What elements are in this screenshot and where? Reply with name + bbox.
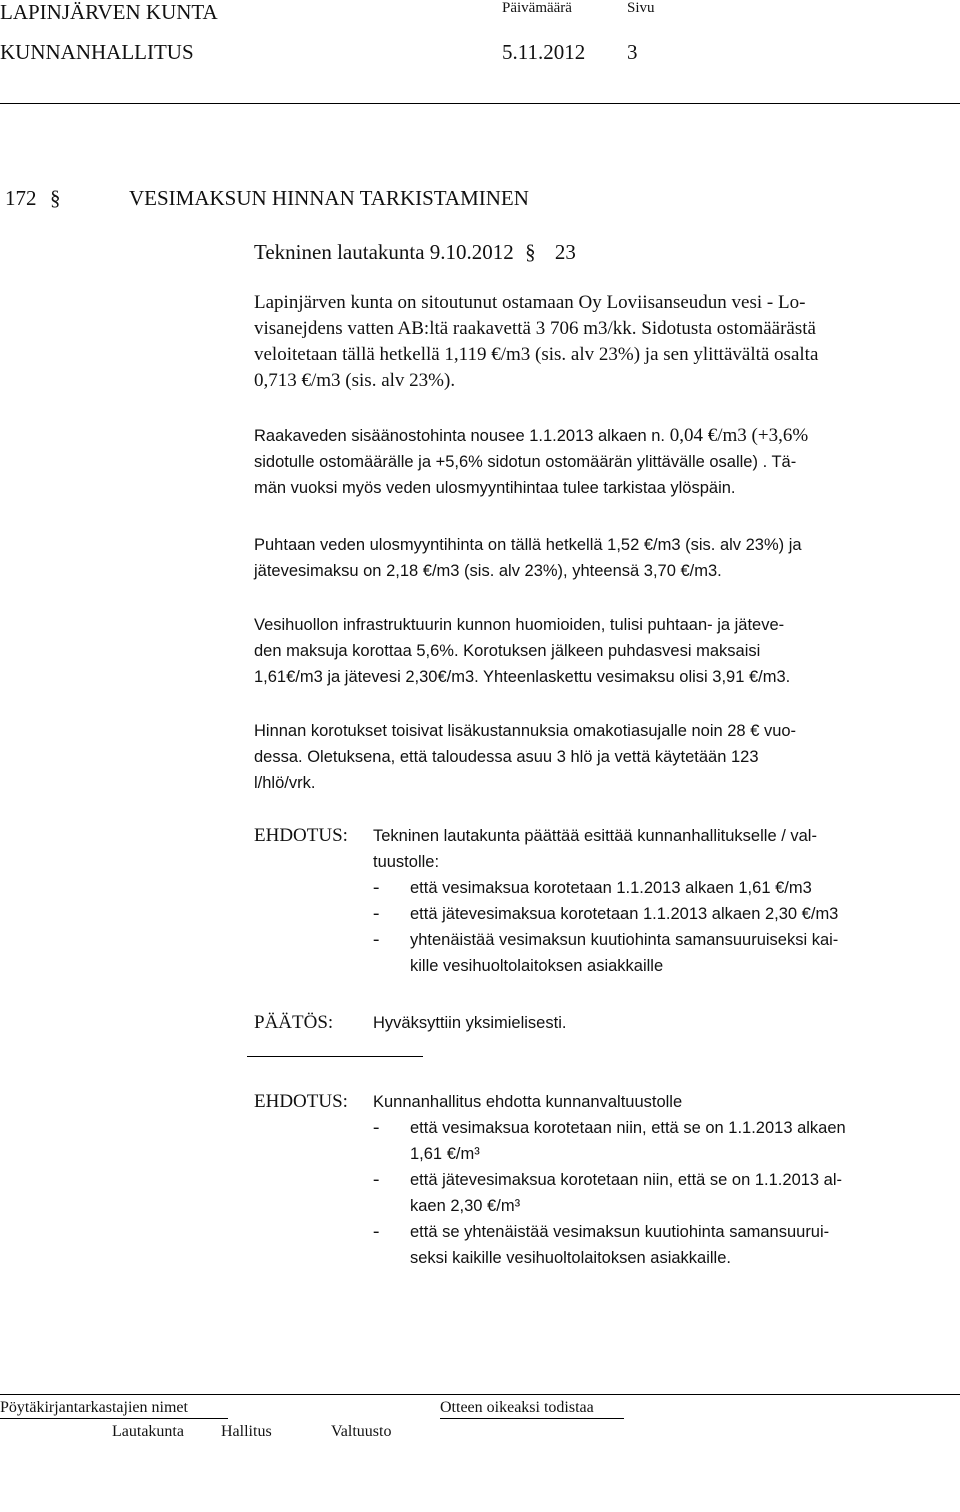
text-line: yhtenäistää vesimaksun kuutiohinta samansuuruiseksi kai-: [410, 931, 839, 949]
header-rule: [0, 103, 960, 104]
paragraph-infrastructure: [254, 612, 790, 690]
decision-text: Hyväksyttiin yksimielisesti.: [373, 1014, 567, 1032]
footer-rule: [0, 1394, 960, 1395]
text-line: dessa. Oletuksena, että taloudessa asuu 3 hlö ja vettä käytetään 123: [254, 748, 759, 766]
text-line: Vesihuollon infrastruktuurin kunnon huomioiden, tulisi puhtaan- ja jäteve-: [254, 616, 785, 634]
paragraph-cost-impact: [254, 718, 796, 796]
text-line: l/hlö/vrk.: [254, 774, 316, 792]
organization-name: LAPINJÄRVEN KUNTA: [0, 0, 218, 24]
proposal-label: EHDOTUS:: [254, 825, 348, 846]
text-line: män vuoksi myös veden ulosmyyntihintaa tulee tarkistaa ylöspäin.: [254, 479, 736, 497]
list-item-text: [410, 1167, 842, 1219]
section-symbol: §: [50, 186, 61, 210]
page-number: 3: [627, 40, 638, 64]
footer-column-government: Hallitus: [221, 1423, 272, 1440]
text-line: jätevesimaksu on 2,18 €/m3 (sis. alv 23%), yhteensä 3,70 €/m3.: [254, 562, 722, 580]
list-item: [373, 1167, 960, 1219]
text-line: että se yhtenäistää vesimaksun kuutiohinta samansuurui-: [410, 1223, 830, 1241]
reference-text: Tekninen lautakunta 9.10.2012: [254, 240, 514, 264]
decision-label: PÄÄTÖS:: [254, 1012, 334, 1033]
date-label: Päivämäärä: [502, 0, 572, 16]
page-label: Sivu: [627, 0, 655, 16]
list-dash: -: [373, 1221, 380, 1242]
text-line: kille vesihuoltolaitoksen asiakkaille: [410, 957, 664, 975]
proposal-municipal-board: [373, 1089, 960, 1271]
reviewers-label: Pöytäkirjantarkastajien nimet: [0, 1399, 188, 1416]
text-line: seksi kaikille vesihuoltolaitoksen asiakkaille.: [410, 1249, 731, 1267]
text-line: että vesimaksua korotetaan niin, että se on 1.1.2013 alkaen: [410, 1119, 846, 1137]
section-title: VESIMAKSUN HINNAN TARKISTAMINEN: [129, 186, 529, 210]
list-item: [373, 1115, 960, 1167]
section-number: 172: [5, 186, 37, 210]
footer-column-council: Valtuusto: [331, 1423, 392, 1440]
reviewers-underline: [0, 1418, 228, 1419]
list-dash: -: [373, 877, 380, 898]
text-line: Lapinjärven kunta on sitoutunut ostamaan Oy Loviisanseudun vesi - Lo-: [254, 292, 806, 313]
reference-symbol: §: [525, 240, 536, 264]
proposal-label: EHDOTUS:: [254, 1091, 348, 1112]
list-dash: -: [373, 929, 380, 950]
text-line: veloitetaan tällä hetkellä 1,119 €/m3 (sis. alv 23%) ja sen ylittävältä osalta: [254, 344, 819, 365]
list-item: [373, 1219, 960, 1271]
reference-number: 23: [554, 240, 576, 264]
footer-column-board: Lautakunta: [112, 1423, 184, 1440]
paragraph-current-prices: [254, 532, 802, 584]
text-line: Tekninen lautakunta päättää esittää kunnanhallitukselle / val-: [373, 827, 817, 845]
text-line: Raakaveden sisäänostohinta nousee 1.1.2013 alkaen n.: [254, 427, 665, 445]
document-date: 5.11.2012: [502, 40, 586, 64]
text-line: Puhtaan veden ulosmyyntihinta on tällä hetkellä 1,52 €/m3 (sis. alv 23%) ja: [254, 536, 802, 554]
reference-line: [254, 240, 576, 265]
paragraph-agreement: [254, 290, 818, 394]
text-line: 1,61€/m3 ja jätevesi 2,30€/m3. Yhteenlaskettu vesimaksu olisi 3,91 €/m3.: [254, 668, 791, 686]
list-dash: -: [373, 903, 380, 924]
list-dash: -: [373, 1117, 380, 1138]
separator-line: [247, 1056, 423, 1057]
list-item: [373, 901, 960, 927]
text-line: 1,61 €/m³: [410, 1145, 480, 1163]
body-name: KUNNANHALLITUS: [0, 40, 194, 64]
list-item-text: että jätevesimaksua korotetaan 1.1.2013 alkaen 2,30 €/m3: [410, 905, 839, 923]
text-line: sidotulle ostomäärälle ja +5,6% sidotun ostomäärän ylittävälle osalle) . Tä-: [254, 453, 797, 471]
text-line-tail: 0,04 €/m3 (+3,6%: [669, 425, 809, 446]
text-line: den maksuja korottaa 5,6%. Korotuksen jälkeen puhdasvesi maksaisi: [254, 642, 761, 660]
text-line: että jätevesimaksua korotetaan niin, että se on 1.1.2013 al-: [410, 1171, 843, 1189]
text-line: Kunnanhallitus ehdotta kunnanvaltuustolle: [373, 1093, 683, 1111]
certified-label: Otteen oikeaksi todistaa: [440, 1399, 594, 1416]
text-line: kaen 2,30 €/m³: [410, 1197, 521, 1215]
certified-underline: [440, 1418, 624, 1419]
list-item-text: [410, 927, 838, 979]
list-item-text: että vesimaksua korotetaan 1.1.2013 alkaen 1,61 €/m3: [410, 879, 812, 897]
list-dash: -: [373, 1169, 380, 1190]
paragraph-raw-water-price: [254, 423, 808, 501]
list-item: [373, 875, 960, 901]
text-line: Hinnan korotukset toisivat lisäkustannuksia omakotiasujalle noin 28 € vuo-: [254, 722, 797, 740]
proposal-technical-board: [373, 823, 960, 979]
list-item-text: [410, 1115, 846, 1167]
list-item: [373, 927, 960, 979]
text-line: tuustolle:: [373, 853, 440, 871]
list-item-text: [410, 1219, 829, 1271]
text-line: 0,713 €/m3 (sis. alv 23%).: [254, 370, 456, 391]
text-line: visanejdens vatten AB:ltä raakavettä 3 706 m3/kk. Sidotusta ostomäärästä: [254, 318, 816, 339]
